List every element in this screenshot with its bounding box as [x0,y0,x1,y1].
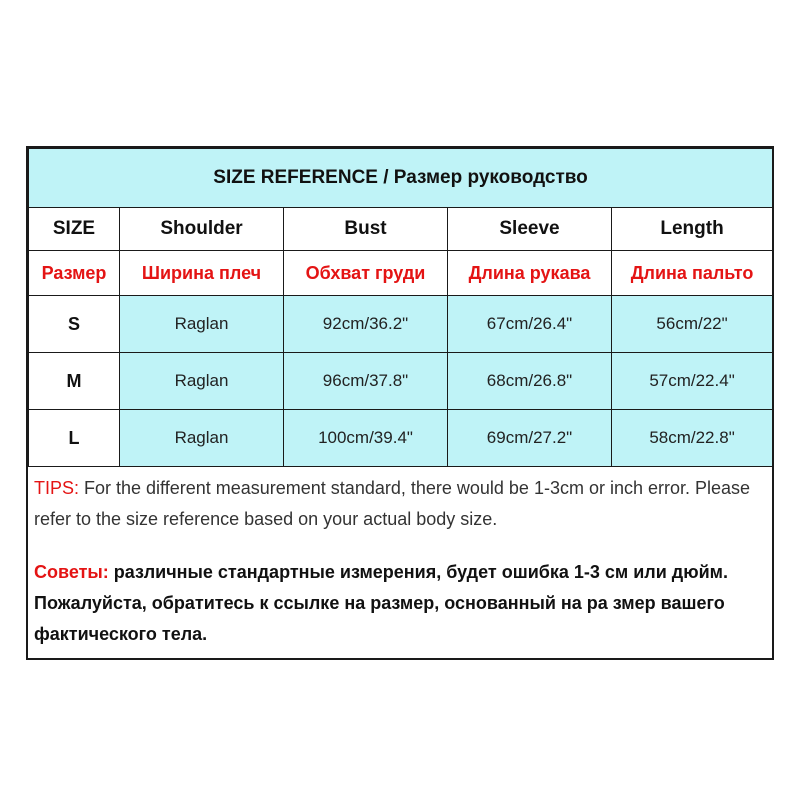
size-cell: S [29,296,120,353]
tips-text-ru: различные стандартные измерения, будет ошибка 1-3 см или дюйм. Пожалуйста, обратитесь к ссылке на размер, основанный на ра змер вашего фактического тела. [34,562,728,644]
sleeve-cell: 68cm/26.8" [448,353,612,410]
header-row-en [29,208,773,251]
tips-label: TIPS: [34,478,80,498]
header-row-ru [29,251,773,296]
col-header-length-ru: Длина пальто [612,251,773,296]
tips-section [28,467,772,658]
bust-cell: 92cm/36.2" [284,296,448,353]
tips-label-ru: Советы: [34,562,109,582]
col-header-size: SIZE [29,208,120,251]
shoulder-cell: Raglan [120,410,284,467]
tips-russian [34,557,766,650]
length-cell: 56cm/22" [612,296,773,353]
size-table [28,148,773,467]
table-row [29,296,773,353]
col-header-sleeve-ru: Длина рукава [448,251,612,296]
length-cell: 57cm/22.4" [612,353,773,410]
bust-cell: 96cm/37.8" [284,353,448,410]
col-header-sleeve: Sleeve [448,208,612,251]
tips-text: For the different measurement standard, there would be 1-3cm or inch error. Please refer to the size reference based on your actual body size. [34,478,751,529]
size-chart [26,146,774,660]
size-cell: M [29,353,120,410]
sleeve-cell: 69cm/27.2" [448,410,612,467]
size-cell: L [29,410,120,467]
length-cell: 58cm/22.8" [612,410,773,467]
col-header-bust-ru: Обхват груди [284,251,448,296]
table-row [29,410,773,467]
shoulder-cell: Raglan [120,353,284,410]
col-header-size-ru: Размер [29,251,120,296]
chart-title: SIZE REFERENCE / Размер руководство [29,149,773,208]
table-row [29,353,773,410]
bust-cell: 100cm/39.4" [284,410,448,467]
shoulder-cell: Raglan [120,296,284,353]
col-header-bust: Bust [284,208,448,251]
col-header-shoulder: Shoulder [120,208,284,251]
sleeve-cell: 67cm/26.4" [448,296,612,353]
col-header-shoulder-ru: Ширина плеч [120,251,284,296]
tips-english [34,473,766,535]
col-header-length: Length [612,208,773,251]
